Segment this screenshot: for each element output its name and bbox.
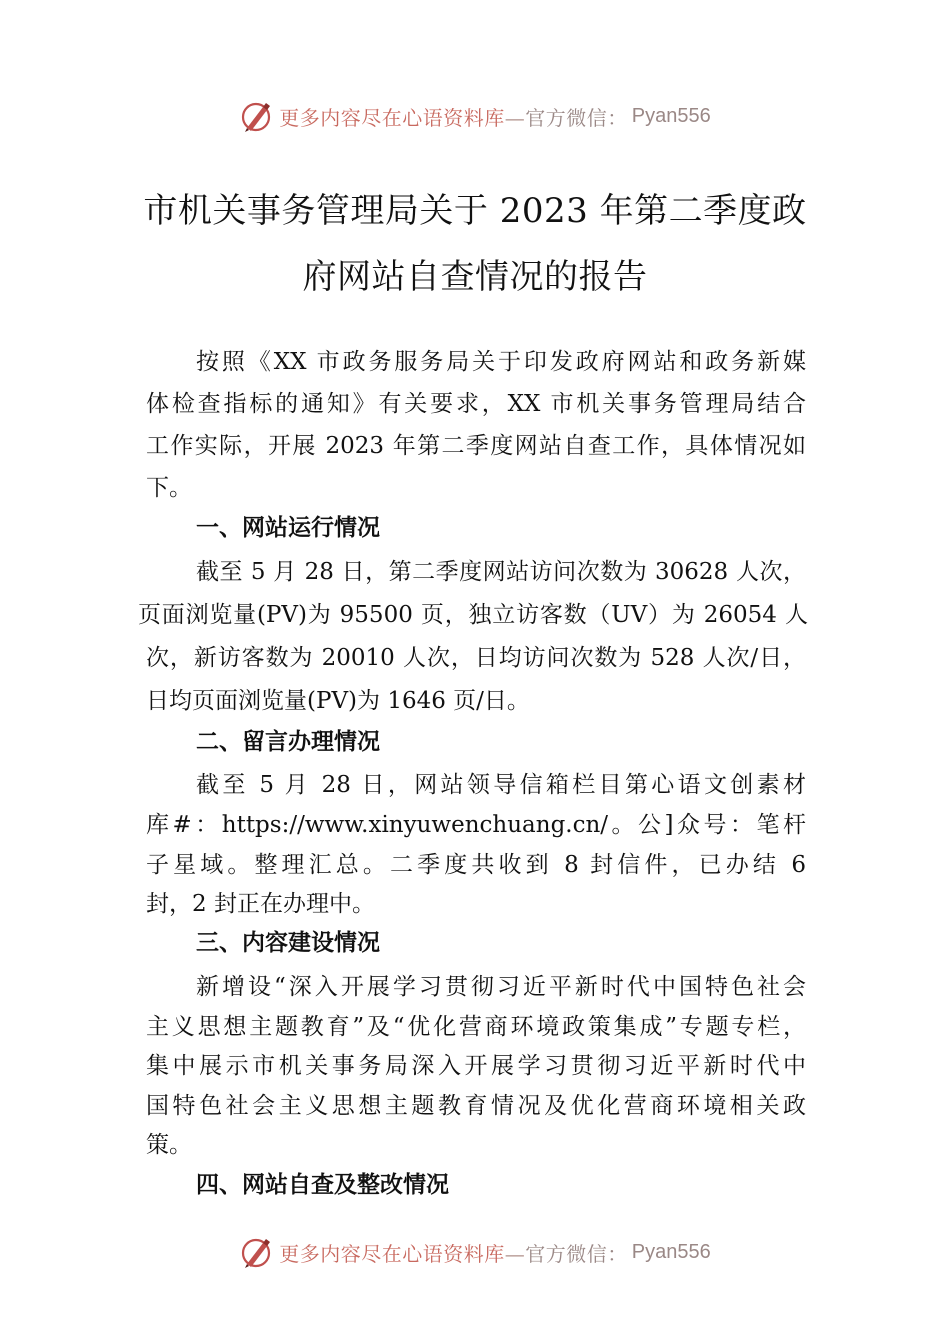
section-1-line-1: 截至 5 月 28 日，第二季度网站访问次数为 30628 人次， (196, 559, 806, 585)
section-3-line-3: 集中展示市机关事务局深入开展学习贯彻习近平新时代中 (146, 1053, 806, 1079)
banner-text (279, 102, 628, 131)
section-4-heading: 四、网站自查及整改情况 (196, 1172, 449, 1198)
banner-wechat-label: 官方微信： (525, 1241, 628, 1266)
intro-line-3: 工作实际，开展 2023 年第二季度网站自查工作，具体情况如 (146, 433, 806, 459)
section-1-line-4: 日均页面浏览量(PV)为 1646 页/日。 (146, 688, 530, 714)
section-3-line-1: 新增设“深入开展学习贯彻习近平新时代中国特色社会 (196, 974, 806, 1000)
banner-separator: — (504, 105, 526, 130)
section-1-heading: 一、网站运行情况 (196, 515, 380, 541)
section-2-line-2: 库#：https://www.xinyuwenchuang.cn/。公]众号：笔杆 (146, 812, 806, 838)
document-title-line-2: 府网站自查情况的报告 (302, 257, 648, 297)
banner-separator: — (504, 1241, 526, 1266)
intro-line-4: 下。 (146, 475, 192, 501)
banner-wechat-id: Pyan556 (631, 104, 711, 127)
section-3-line-2: 主义思想主题教育”及“优化营商环境政策集成”专题专栏， (146, 1014, 806, 1040)
banner-lead-text: 更多内容尽在心语资料库 (279, 105, 505, 130)
banner-text (279, 1238, 628, 1267)
pen-logo-icon (239, 98, 275, 134)
section-2-line-1: 截至 5 月 28 日，网站领导信箱栏目第心语文创素材 (196, 772, 806, 798)
section-3-heading: 三、内容建设情况 (196, 930, 380, 956)
document-title-line-1: 市机关事务管理局关于 2023 年第二季度政 (143, 191, 807, 231)
section-2-line-4: 封，2 封正在办理中。 (146, 891, 375, 917)
banner-lead-text: 更多内容尽在心语资料库 (279, 1241, 505, 1266)
section-2-heading: 二、留言办理情况 (196, 729, 380, 755)
section-2-line-3: 子星域。整理汇总。二季度共收到 8 封信件，已办结 6 (146, 852, 806, 878)
intro-line-1: 按照《XX 市政务服务局关于印发政府网站和政务新媒 (196, 349, 806, 375)
banner-wechat-id: Pyan556 (631, 1240, 711, 1263)
section-1-line-2: 页面浏览量(PV)为 95500 页，独立访客数（UV）为 26054 人 (138, 602, 808, 628)
header-banner (0, 96, 950, 136)
section-3-line-4: 国特色社会主义思想主题教育情况及优化营商环境相关政 (146, 1093, 806, 1119)
intro-line-2: 体检查指标的通知》有关要求，XX 市机关事务管理局结合 (146, 391, 806, 417)
section-3-line-5: 策。 (146, 1132, 192, 1158)
section-1-line-3: 次，新访客数为 20010 人次，日均访问次数为 528 人次/日， (146, 645, 806, 671)
banner-wechat-label: 官方微信： (525, 105, 628, 130)
pen-logo-icon (239, 1234, 275, 1270)
footer-banner (0, 1232, 950, 1272)
